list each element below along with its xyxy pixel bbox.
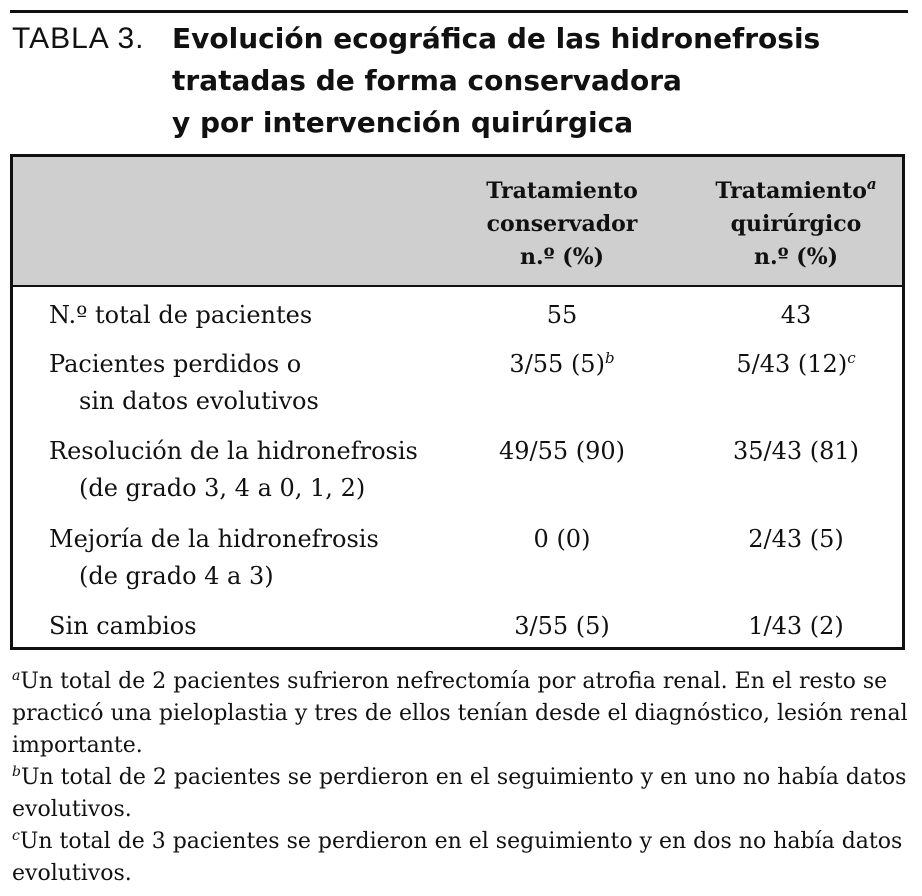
footnote-mark: c <box>847 349 856 367</box>
cell-conservador: 55 <box>546 301 578 329</box>
cell-conservador: 3/55 (5) <box>514 612 610 640</box>
cell-conservador <box>469 346 655 383</box>
footnote <box>12 826 912 890</box>
row-label: N.º total de pacientes <box>49 301 313 329</box>
footnote-mark: b <box>12 764 21 780</box>
cell-quirurgico: 35/43 (81) <box>732 437 860 465</box>
header-text: Tratamiento <box>715 178 867 204</box>
row-label <box>49 346 489 420</box>
table-header <box>13 157 902 287</box>
footnote-text: Un total de 2 pacientes se perdieron en el seguimiento y en uno no había datos evolutivos. <box>12 765 907 822</box>
title-line: Evolución ecográfica de las hidronefrosis <box>172 22 821 55</box>
cell-value: 3/55 (5) <box>509 350 605 378</box>
top-rule <box>10 10 908 13</box>
row-label-line: Mejoría de la hidronefrosis <box>49 525 379 553</box>
footnote-text: Un total de 3 pacientes se perdieron en el seguimiento y en dos no había datos evolutivos. <box>12 829 903 886</box>
table-footnotes <box>12 666 912 890</box>
header-line: Tratamiento <box>486 178 638 204</box>
header-line: conservador <box>486 211 638 237</box>
header-quirurgico <box>691 175 901 274</box>
title-line: y por intervención quirúrgica <box>172 106 634 139</box>
data-table <box>10 154 905 650</box>
row-label-line: sin datos evolutivos <box>79 387 319 415</box>
row-label-line: (de grado 3, 4 a 0, 1, 2) <box>79 474 366 502</box>
header-line: n.º (%) <box>519 244 605 270</box>
footnote <box>12 666 912 762</box>
cell-conservador: 0 (0) <box>533 525 591 553</box>
footnote-mark: a <box>866 175 877 193</box>
footnote-mark: c <box>12 828 20 844</box>
cell-quirurgico: 2/43 (5) <box>748 525 844 553</box>
header-conservador <box>469 175 655 274</box>
footnote-mark: a <box>12 668 21 684</box>
row-label <box>49 521 489 595</box>
footnote-text: Un total de 2 pacientes sufrieron nefrectomía por atrofia renal. En el resto se practicó una pieloplastia y tres de ellos tenían desde el diagnóstico, lesión renal importante. <box>12 669 908 758</box>
footnote <box>12 762 912 826</box>
header-line: n.º (%) <box>753 244 839 270</box>
cell-value: 5/43 (12) <box>736 350 848 378</box>
cell-conservador: 49/55 (90) <box>498 437 626 465</box>
header-line <box>691 175 901 208</box>
row-label-line: (de grado 4 a 3) <box>79 562 274 590</box>
footnote-mark: b <box>604 349 615 367</box>
table-title <box>172 18 892 144</box>
cell-quirurgico: 43 <box>780 301 812 329</box>
cell-quirurgico: 1/43 (2) <box>748 612 844 640</box>
row-label: Sin cambios <box>49 612 197 640</box>
title-line: tratadas de forma conservadora <box>172 64 682 97</box>
cell-quirurgico <box>691 346 901 383</box>
table-label: TABLA 3. <box>12 22 145 55</box>
row-label-line: Pacientes perdidos o <box>49 350 302 378</box>
row-label <box>49 433 489 507</box>
header-line: quirúrgico <box>730 211 862 237</box>
row-label-line: Resolución de la hidronefrosis <box>49 437 418 465</box>
